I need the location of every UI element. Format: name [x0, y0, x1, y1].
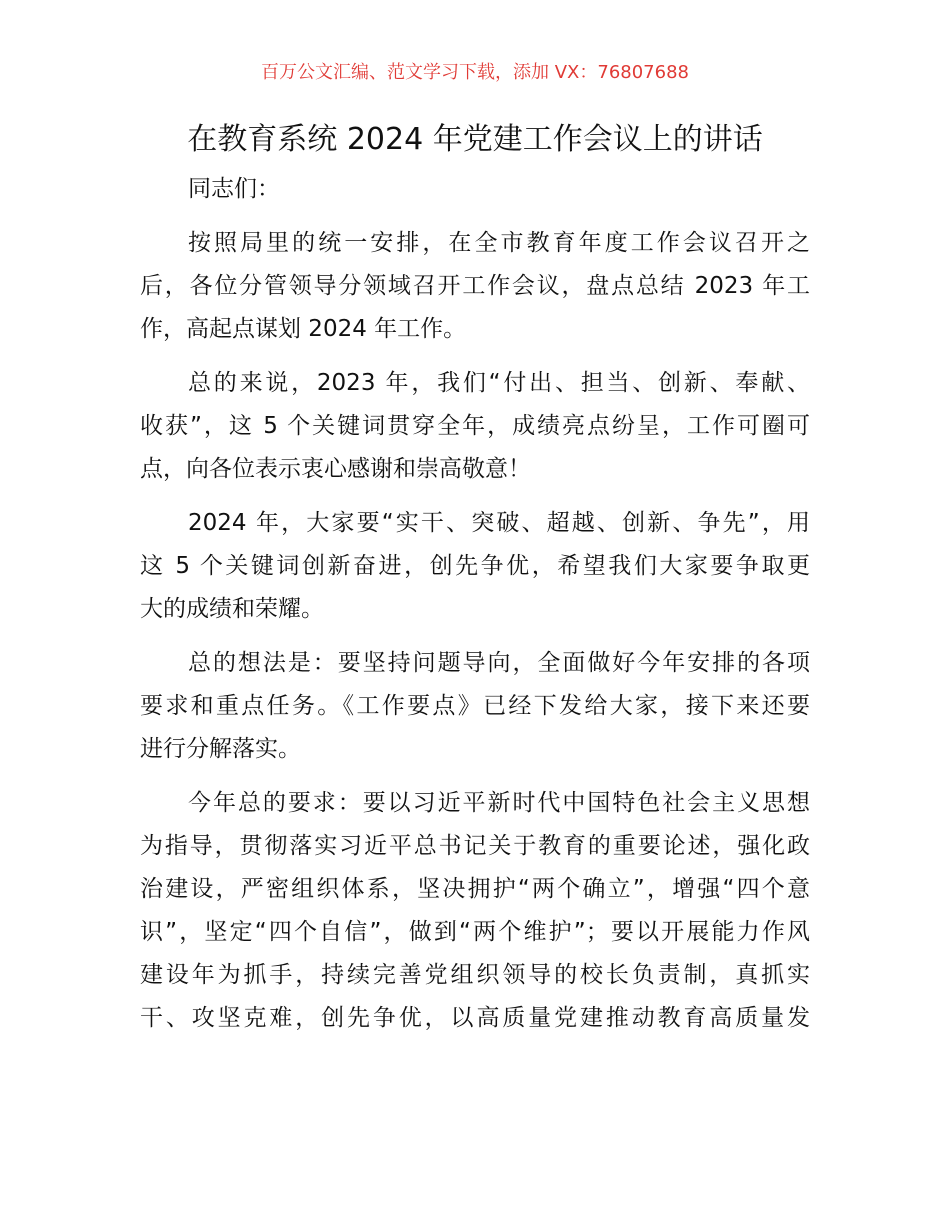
text-line: 今年总的要求：要以习近平新时代中国特色社会主义思想	[188, 790, 810, 816]
text-line: 按照局里的统一安排，在全市教育年度工作会议召开之	[188, 230, 810, 256]
text-line: 大的成绩和荣耀。	[140, 596, 324, 622]
paragraph	[140, 502, 810, 631]
text-line: 建设年为抓手，持续完善党组织领导的校长负责制，真抓实	[140, 962, 810, 988]
text-line: 同志们：	[188, 176, 280, 202]
text-line: 要求和重点任务。《工作要点》已经下发给大家，接下来还要	[140, 693, 810, 719]
text-line: 总的想法是：要坚持问题导向，全面做好今年安排的各项	[188, 650, 810, 676]
text-line: 总的来说，2023 年，我们“付出、担当、创新、奉献、	[188, 370, 810, 396]
text-line: 后，各位分管领导分领域召开工作会议，盘点总结 2023 年工	[140, 273, 810, 299]
text-line: 识”，坚定“四个自信”，做到“两个维护”；要以开展能力作风	[140, 919, 810, 945]
paragraph	[140, 642, 810, 771]
text-line: 作，高起点谋划 2024 年工作。	[140, 316, 467, 342]
salutation	[140, 168, 810, 211]
text-line: 干、攻坚克难，创先争优，以高质量党建推动教育高质量发	[140, 1005, 810, 1031]
text-line: 治建设，严密组织体系，坚决拥护“两个确立”，增强“四个意	[140, 876, 810, 902]
text-line: 这 5 个关键词创新奋进，创先争优，希望我们大家要争取更	[140, 553, 810, 579]
text-line: 进行分解落实。	[140, 736, 301, 762]
text-line: 为指导，贯彻落实习近平总书记关于教育的重要论述，强化政	[140, 833, 810, 859]
paragraph	[140, 222, 810, 351]
text-line: 收获”，这 5 个关键词贯穿全年，成绩亮点纷呈，工作可圈可	[140, 413, 810, 439]
paragraph	[140, 362, 810, 491]
text-line: 2024 年，大家要“实干、突破、超越、创新、争先”，用	[188, 510, 810, 536]
document-body	[140, 168, 810, 1051]
paragraph	[140, 782, 810, 1040]
document-title: 在教育系统 2024 年党建工作会议上的讲话	[187, 122, 763, 157]
text-line: 点，向各位表示衷心感谢和崇高敬意！	[140, 456, 531, 482]
watermark-header: 百万公文汇编、范文学习下载，添加 VX：76807688	[261, 62, 689, 83]
